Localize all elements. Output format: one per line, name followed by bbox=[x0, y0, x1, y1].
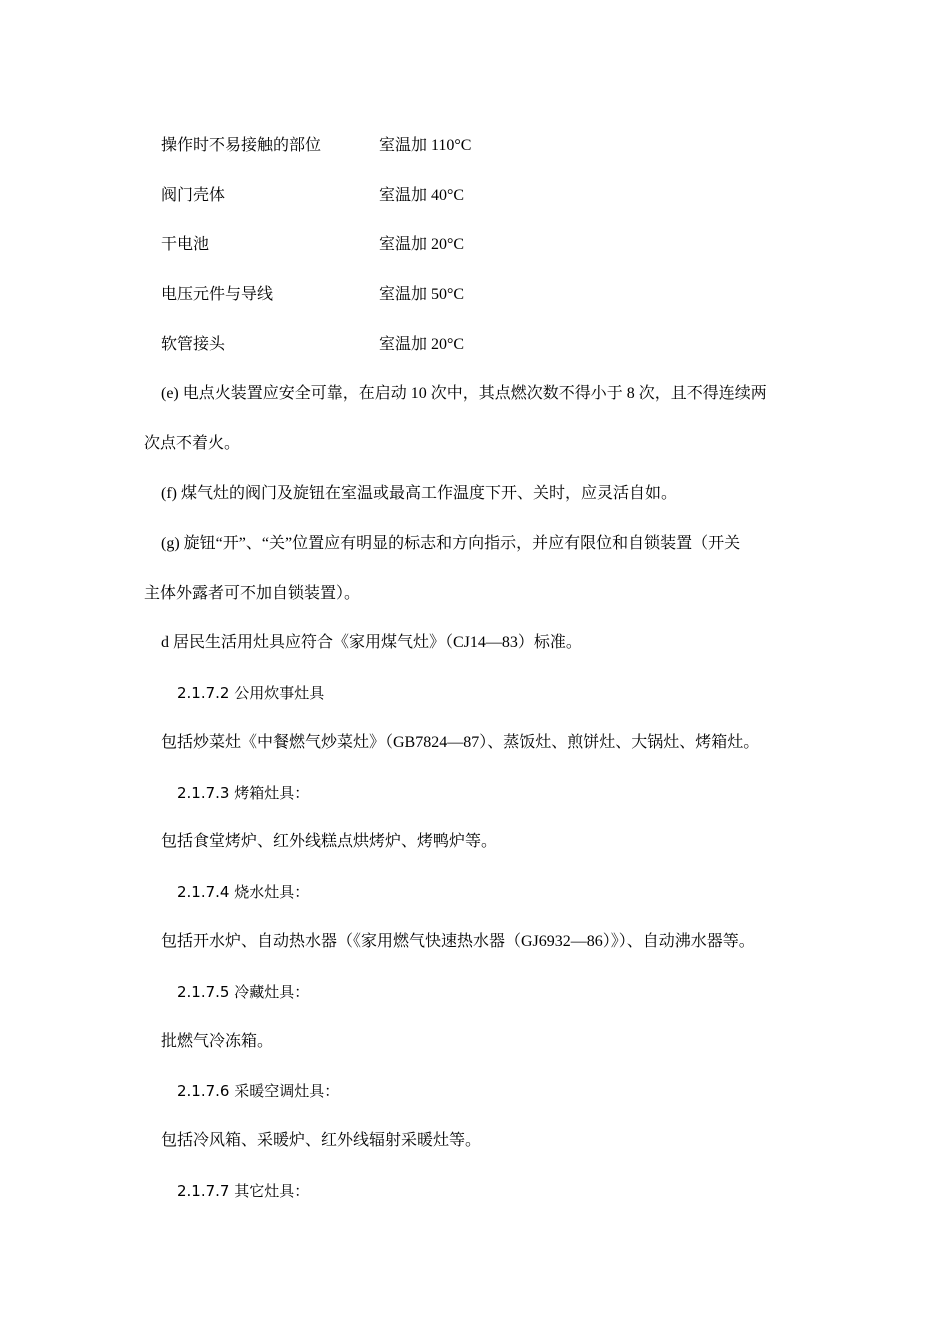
section-body: 包括开水炉、自动热水器（《家用燃气快速热水器（GJ6932—86）》）、自动沸水器等。 bbox=[161, 933, 755, 950]
paragraph-f: (f) 煤气灶的阀门及旋钮在室温或最高工作温度下开、关时，应灵活自如。 bbox=[161, 485, 677, 502]
section-heading: 2.1.7.4 烧水灶具： bbox=[177, 883, 310, 901]
temperature-part: 软管接头 bbox=[161, 336, 226, 353]
paragraph-e-line-1: (e) 电点火装置应安全可靠，在启动 10 次中，其点燃次数不得小于 8 次，且不得连续两 bbox=[161, 385, 767, 402]
temperature-part: 阀门壳体 bbox=[161, 187, 226, 204]
section-body: 包括炒菜灶《中餐燃气炒菜灶》（GB7824—87）、蒸饭灶、煎饼灶、大锅灶、烤箱灶。 bbox=[161, 734, 760, 751]
temperature-value: 室温加 20°C bbox=[379, 236, 465, 253]
temperature-part: 操作时不易接触的部位 bbox=[161, 137, 322, 154]
section-body: 批燃气冷冻箱。 bbox=[161, 1033, 274, 1050]
temperature-value: 室温加 110°C bbox=[379, 137, 472, 154]
temperature-value: 室温加 50°C bbox=[379, 286, 465, 303]
section-heading: 2.1.7.6 采暖空调灶具： bbox=[177, 1082, 340, 1100]
paragraph-g-line-2: 主体外露者可不加自锁装置）。 bbox=[144, 585, 361, 602]
section-heading: 2.1.7.2 公用炊事灶具 bbox=[177, 684, 325, 702]
section-body: 包括食堂烤炉、红外线糕点烘烤炉、烤鸭炉等。 bbox=[161, 833, 498, 850]
section-heading: 2.1.7.5 冷藏灶具： bbox=[177, 983, 310, 1001]
section-heading: 2.1.7.7 其它灶具： bbox=[177, 1182, 310, 1200]
paragraph-g-line-1: (g) 旋钮“开”、“关”位置应有明显的标志和方向指示，并应有限位和自锁装置（开关 bbox=[161, 535, 741, 552]
temperature-part: 电压元件与导线 bbox=[161, 286, 274, 303]
section-heading: 2.1.7.3 烤箱灶具： bbox=[177, 784, 310, 802]
temperature-value: 室温加 20°C bbox=[379, 336, 465, 353]
paragraph-d: d 居民生活用灶具应符合《家用煤气灶》（CJ14—83）标准。 bbox=[161, 634, 582, 651]
section-body: 包括冷风箱、采暖炉、红外线辐射采暖灶等。 bbox=[161, 1132, 482, 1149]
paragraph-e-line-2: 次点不着火。 bbox=[144, 435, 241, 452]
temperature-part: 干电池 bbox=[161, 236, 210, 253]
temperature-value: 室温加 40°C bbox=[379, 187, 465, 204]
